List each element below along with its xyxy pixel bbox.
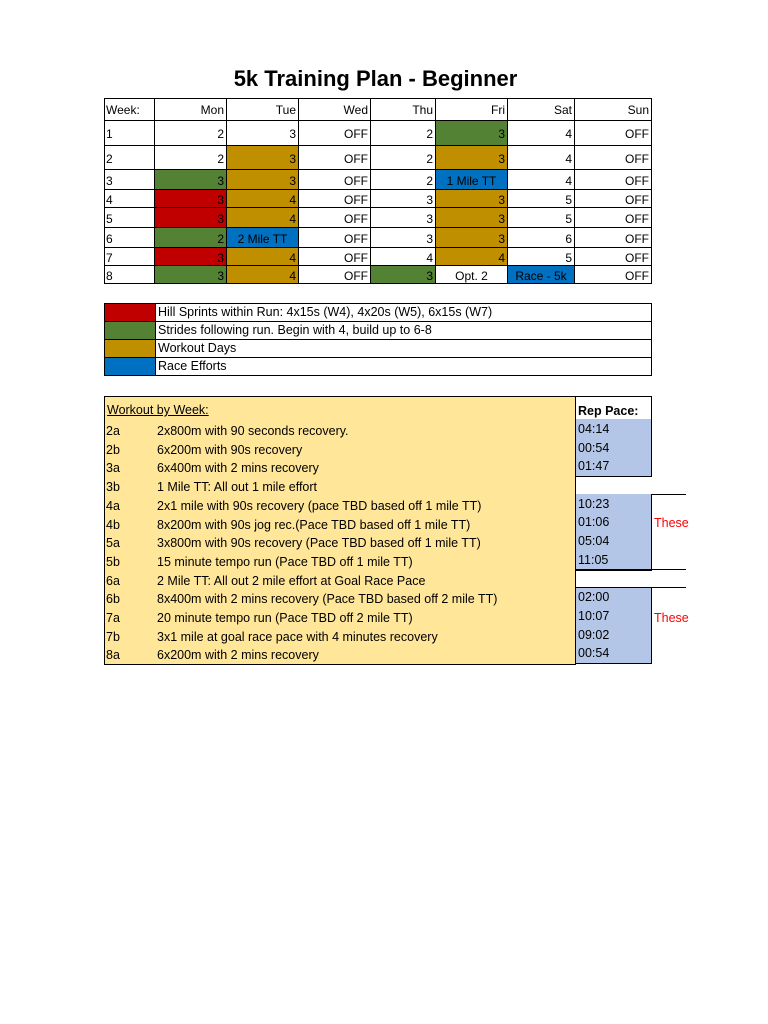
cell-fri: 4 — [436, 248, 508, 266]
schedule-row — [104, 146, 652, 170]
pace-value: 00:54 — [578, 646, 610, 661]
workout-code: 3b — [106, 480, 120, 495]
workout-code: 4b — [106, 517, 120, 532]
legend-swatch-red — [105, 304, 156, 322]
cell-week: 2 — [104, 146, 155, 170]
cell-thu: 3 — [371, 228, 436, 248]
header-fri: Fri — [436, 98, 508, 121]
cell-fri: 1 Mile TT — [436, 170, 508, 190]
workout-code: 6a — [106, 573, 120, 588]
cell-mon: 3 — [155, 170, 227, 190]
cell-thu: 2 — [371, 121, 436, 146]
workout-description: 3x800m with 90s recovery (Pace TBD based off 1 mile TT) — [157, 536, 481, 551]
cell-sun: OFF — [575, 190, 652, 208]
header-thu: Thu — [371, 98, 436, 121]
legend-label: Race Efforts — [156, 358, 652, 376]
legend-row — [105, 340, 652, 358]
pace-value: 04:14 — [578, 422, 610, 436]
schedule-header-row — [104, 98, 652, 121]
cell-sat: Race - 5k — [508, 266, 575, 284]
cell-sat: 5 — [508, 190, 575, 208]
legend-label: Hill Sprints within Run: 4x15s (W4), 4x20s (W5), 6x15s (W7) — [156, 304, 652, 322]
cell-mon: 3 — [155, 248, 227, 266]
pace-value: 10:07 — [578, 608, 610, 623]
workout-code: 6b — [106, 592, 120, 607]
workout-code: 7a — [106, 611, 120, 625]
divider-line — [652, 494, 686, 495]
cell-sun: OFF — [575, 266, 652, 284]
cell-wed: OFF — [299, 170, 371, 190]
workout-row — [105, 646, 575, 665]
workout-row — [105, 478, 575, 497]
pace-value: 01:47 — [578, 459, 610, 474]
workout-code: 4a — [106, 498, 120, 513]
cell-sun: OFF — [575, 170, 652, 190]
cell-tue: 3 — [227, 170, 299, 190]
cell-tue: 3 — [227, 121, 299, 146]
workout-table — [104, 396, 576, 665]
legend-row — [105, 304, 652, 322]
workout-row — [105, 459, 575, 478]
workout-description: 1 Mile TT: All out 1 mile effort — [157, 480, 318, 495]
workout-code: 2b — [106, 442, 120, 457]
workout-row — [105, 553, 575, 572]
cell-sun: OFF — [575, 146, 652, 170]
cell-wed: OFF — [299, 266, 371, 284]
cell-fri: 3 — [436, 146, 508, 170]
cell-fri: Opt. 2 — [436, 266, 508, 284]
cell-tue: 4 — [227, 208, 299, 228]
legend-label: Strides following run. Begin with 4, build up to 6-8 — [156, 322, 652, 340]
cell-mon: 2 — [155, 146, 227, 170]
workout-description: 3x1 mile at goal race pace with 4 minutes recovery — [157, 629, 438, 644]
schedule-row — [104, 228, 652, 248]
cell-wed: OFF — [299, 121, 371, 146]
divider-line — [576, 569, 686, 570]
header-sun: Sun — [575, 98, 652, 121]
header-wed: Wed — [299, 98, 371, 121]
header-mon: Mon — [155, 98, 227, 121]
workout-row — [105, 609, 575, 628]
workout-row — [105, 534, 575, 553]
cell-sun: OFF — [575, 228, 652, 248]
cell-sat: 5 — [508, 208, 575, 228]
cell-sat: 4 — [508, 146, 575, 170]
workout-description: 20 minute tempo run (Pace TBD off 2 mile TT) — [157, 611, 413, 625]
cell-wed: OFF — [299, 248, 371, 266]
workout-code: 2a — [106, 424, 120, 438]
cell-week: 7 — [104, 248, 155, 266]
cell-fri: 3 — [436, 228, 508, 248]
cell-mon: 3 — [155, 208, 227, 228]
cell-sat: 4 — [508, 170, 575, 190]
cell-fri: 3 — [436, 121, 508, 146]
cell-wed: OFF — [299, 228, 371, 248]
schedule-row — [104, 248, 652, 266]
header-tue: Tue — [227, 98, 299, 121]
pace-value: 10:23 — [578, 496, 610, 511]
divider-line — [576, 587, 686, 588]
pace-block-weeks-4-5 — [576, 494, 652, 571]
workout-row — [105, 628, 575, 647]
cell-thu: 4 — [371, 248, 436, 266]
workout-row — [105, 422, 575, 441]
workout-header: Workout by Week: — [107, 403, 209, 417]
cell-tue: 4 — [227, 190, 299, 208]
workout-description: 15 minute tempo run (Pace TBD off 1 mile TT) — [157, 554, 413, 569]
rep-pace-header: Rep Pace: — [576, 396, 652, 423]
cell-week: 3 — [104, 170, 155, 190]
cell-thu: 3 — [371, 266, 436, 284]
pace-value: 09:02 — [578, 627, 610, 642]
cell-wed: OFF — [299, 208, 371, 228]
note-text: These — [654, 516, 689, 530]
workout-description: 6x200m with 2 mins recovery — [157, 648, 319, 663]
workout-description: 2x800m with 90 seconds recovery. — [157, 424, 349, 438]
workout-row — [105, 572, 575, 591]
cell-sat: 4 — [508, 121, 575, 146]
workout-row — [105, 590, 575, 609]
cell-tue: 2 Mile TT — [227, 228, 299, 248]
workout-description: 8x200m with 90s jog rec.(Pace TBD based off 1 mile TT) — [157, 517, 471, 532]
cell-sun: OFF — [575, 248, 652, 266]
cell-sat: 5 — [508, 248, 575, 266]
pace-block-weeks-6-8 — [576, 587, 652, 664]
legend-row — [105, 322, 652, 340]
schedule-row — [104, 121, 652, 146]
schedule-row — [104, 208, 652, 228]
header-sat: Sat — [508, 98, 575, 121]
cell-thu: 3 — [371, 208, 436, 228]
cell-thu: 2 — [371, 146, 436, 170]
pace-value: 02:00 — [578, 590, 610, 605]
workout-code: 5a — [106, 536, 120, 551]
cell-week: 4 — [104, 190, 155, 208]
legend-swatch-blue — [105, 358, 156, 376]
workout-code: 7b — [106, 629, 120, 644]
legend-table — [104, 303, 652, 376]
cell-wed: OFF — [299, 146, 371, 170]
legend-label: Workout Days — [156, 340, 652, 358]
legend-row — [105, 358, 652, 376]
workout-row — [105, 441, 575, 460]
header-week: Week: — [104, 98, 155, 121]
schedule-row — [104, 266, 652, 284]
schedule-row — [104, 190, 652, 208]
cell-sun: OFF — [575, 208, 652, 228]
cell-mon: 3 — [155, 190, 227, 208]
pace-value: 01:06 — [578, 515, 610, 530]
cell-mon: 2 — [155, 121, 227, 146]
schedule-row — [104, 170, 652, 190]
cell-sat: 6 — [508, 228, 575, 248]
workout-code: 5b — [106, 554, 120, 569]
cell-week: 8 — [104, 266, 155, 284]
pace-value: 11:05 — [578, 552, 609, 567]
cell-tue: 4 — [227, 248, 299, 266]
cell-week: 1 — [104, 121, 155, 146]
pace-block-weeks-2-3 — [576, 419, 652, 477]
workout-description: 8x400m with 2 mins recovery (Pace TBD based off 2 mile TT) — [157, 592, 498, 607]
workout-row — [105, 516, 575, 535]
workout-description: 6x200m with 90s recovery — [157, 442, 303, 457]
page-title: 5k Training Plan - Beginner — [233, 66, 518, 91]
legend-swatch-gold — [105, 340, 156, 358]
workout-description: 2x1 mile with 90s recovery (pace TBD based off 1 mile TT) — [157, 498, 482, 513]
cell-fri: 3 — [436, 190, 508, 208]
note-text: These — [654, 611, 689, 625]
workout-description: 6x400m with 2 mins recovery — [157, 461, 319, 476]
workout-description: 2 Mile TT: All out 2 mile effort at Goal Race Pace — [157, 573, 426, 588]
cell-thu: 3 — [371, 190, 436, 208]
cell-fri: 3 — [436, 208, 508, 228]
legend-swatch-green — [105, 322, 156, 340]
cell-tue: 4 — [227, 266, 299, 284]
cell-tue: 3 — [227, 146, 299, 170]
cell-mon: 3 — [155, 266, 227, 284]
cell-week: 6 — [104, 228, 155, 248]
workout-code: 3a — [106, 461, 120, 476]
cell-wed: OFF — [299, 190, 371, 208]
cell-mon: 2 — [155, 228, 227, 248]
workout-row — [105, 497, 575, 516]
cell-week: 5 — [104, 208, 155, 228]
workout-code: 8a — [106, 648, 120, 663]
pace-value: 05:04 — [578, 534, 610, 549]
cell-sun: OFF — [575, 121, 652, 146]
pace-value: 00:54 — [578, 440, 610, 455]
cell-thu: 2 — [371, 170, 436, 190]
